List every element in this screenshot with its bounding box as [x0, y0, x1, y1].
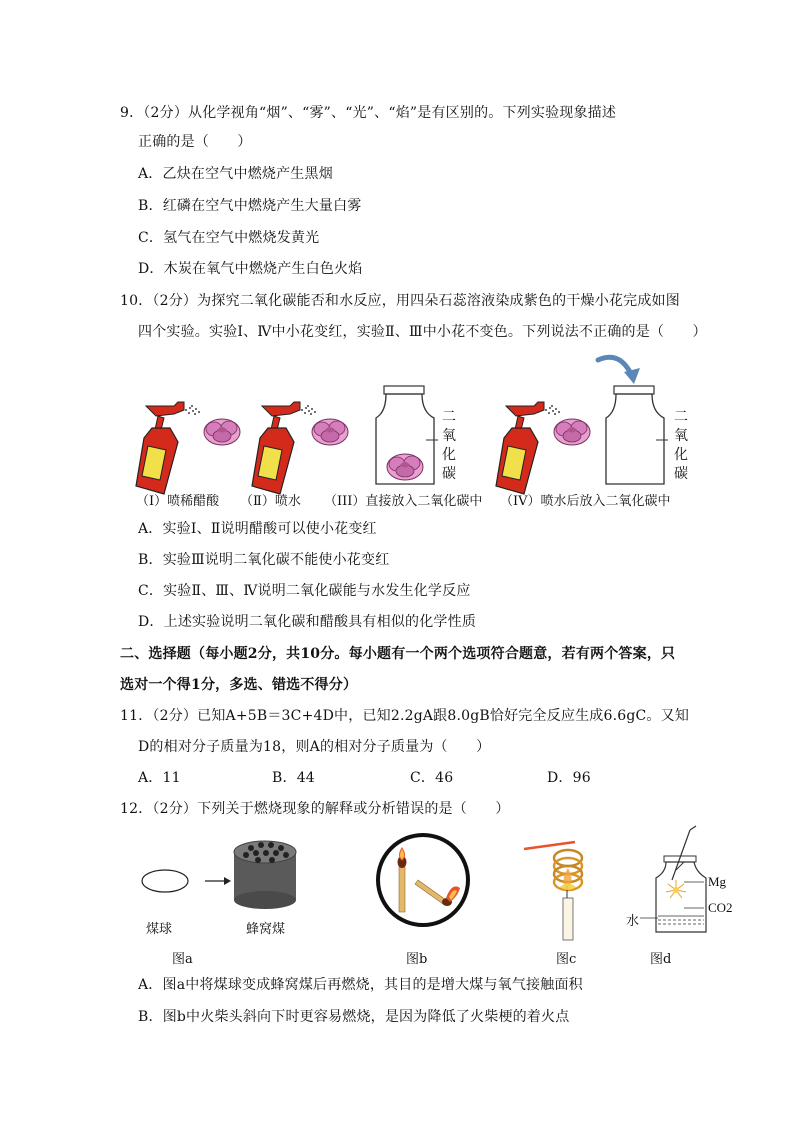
q11-option-b: B．44	[272, 770, 315, 786]
jar-label-4: 二 氧 化 碳	[674, 409, 688, 482]
q11-option-c: C．46	[410, 770, 454, 786]
q10-caption-2: （Ⅱ）喷水	[240, 494, 301, 509]
q10-stem-line1: 10．（2分）为探究二氧化碳能否和水反应，用四朵石蕊溶液染成紫色的干燥小花完成如图	[120, 293, 680, 309]
fig-c-label: 图c	[556, 952, 577, 967]
q10-option-a: A．实验Ⅰ、Ⅱ说明醋酸可以使小花变红	[138, 521, 377, 537]
honeycomb-coal-icon	[234, 841, 296, 909]
coal-ball-icon	[142, 870, 188, 892]
q10-option-c: C．实验Ⅱ、Ⅲ、Ⅳ说明二氧化碳能与水发生化学反应	[138, 583, 471, 599]
q9-option-d: D．木炭在氧气中燃烧产生白色火焰	[138, 261, 363, 277]
q10-option-d: D．上述实验说明二氧化碳和醋酸具有相似的化学性质	[138, 614, 477, 630]
q11-option-a: A．11	[138, 770, 181, 786]
q10-caption-1: （I）喷稀醋酸	[136, 494, 220, 509]
fig-d-label: 图d	[650, 952, 672, 967]
section2-heading-line2: 选对一个得1分，多选、错选不得分）	[120, 677, 358, 693]
jar-label-3: 二 氧 化 碳	[442, 409, 456, 482]
q10-caption-3: （III）直接放入二氧化碳中	[324, 494, 483, 509]
q10-option-b: B．实验Ⅲ说明二氧化碳不能使小花变红	[138, 552, 390, 568]
fig-a-label: 图a	[172, 952, 193, 967]
q9-stem-line2: 正确的是（ ）	[138, 134, 252, 150]
copper-coil-candle-icon	[524, 842, 582, 940]
fig-b-label: 图b	[406, 952, 428, 967]
q12-option-b: B．图b中火柴头斜向下时更容易燃烧，是因为降低了火柴梗的着火点	[138, 1009, 570, 1025]
q9-stem-line1: 9．（2分）从化学视角“烟”、“雾”、“光”、“焰”是有区别的。下列实验现象描述	[120, 105, 617, 121]
matches-icon	[378, 835, 468, 925]
section2-heading-line1: 二、选择题（每小题2分，共10分。每小题有一个两个选项符合题意，若有两个答案，只	[120, 646, 676, 662]
q12-option-a: A．图a中将煤球变成蜂窝煤后再燃烧，其目的是增大煤与氧气接触面积	[138, 977, 583, 993]
q10-caption-4: （IV）喷水后放入二氧化碳中	[500, 494, 671, 509]
q11-stem-line2: D的相对分子质量为18，则A的相对分子质量为（ ）	[138, 739, 491, 755]
label-water: 水	[626, 914, 640, 929]
label-co2: CO2	[708, 900, 733, 915]
label-coal-ball: 煤球	[146, 922, 173, 937]
gas-jar-mg-icon	[640, 826, 706, 932]
q11-option-d: D．96	[547, 770, 591, 786]
q9-option-a: A．乙炔在空气中燃烧产生黑烟	[138, 166, 333, 182]
q10-stem-line2: 四个实验。实验Ⅰ、Ⅳ中小花变红，实验Ⅱ、Ⅲ中小花不变色。下列说法不正确的是（ ）	[138, 324, 707, 340]
q11-stem-line1: 11．（2分）已知A+5B＝3C+4D中，已知2.2gA跟8.0gB恰好完全反应生成6.6gC。又知	[120, 708, 690, 724]
label-honeycomb: 蜂窝煤	[246, 922, 286, 937]
q9-option-c: C．氢气在空气中燃烧发黄光	[138, 230, 320, 246]
q9-option-b: B．红磷在空气中燃烧产生大量白雾	[138, 198, 362, 214]
label-mg: Mg	[708, 874, 727, 889]
q12-stem: 12．（2分）下列关于燃烧现象的解释或分析错误的是（ ）	[120, 801, 510, 817]
